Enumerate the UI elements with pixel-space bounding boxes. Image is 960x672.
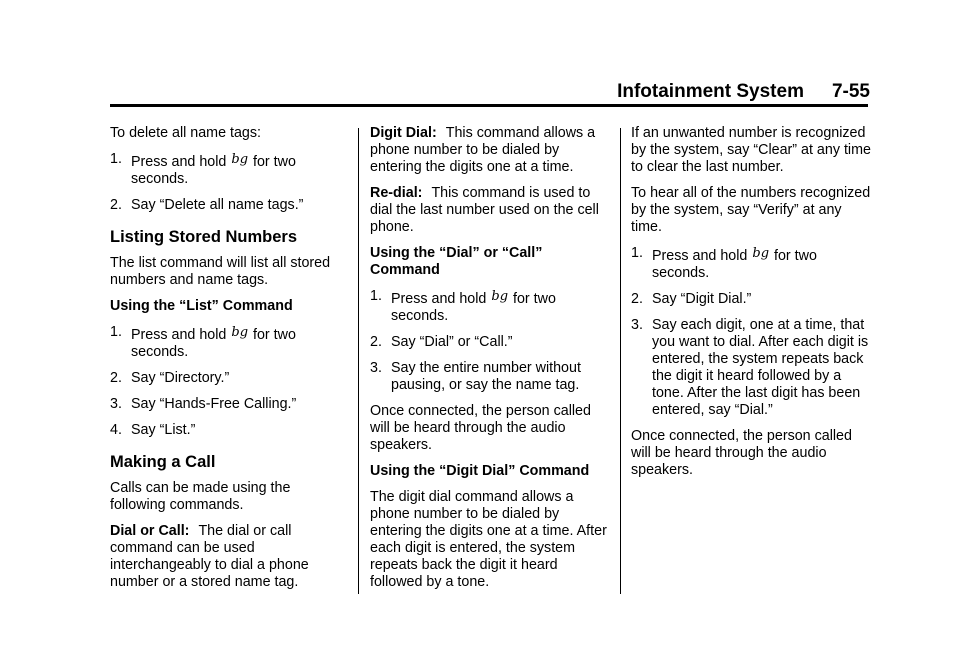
list-item: 4. Say “List.” — [110, 422, 196, 438]
header-rule — [110, 104, 868, 107]
dial-or-call-paragraph: Dial or Call: The dial or call command can be used interchangeably to dial a phone number or a stored name tag. — [110, 523, 309, 590]
push-to-talk-icon: bg — [491, 289, 509, 304]
verify-paragraph: To hear all of the numbers recognized by the system, say “Verify” at any time. — [631, 185, 871, 235]
column-2 — [370, 125, 610, 600]
list-item: 1. Press and hold bg for two seconds. — [370, 288, 556, 324]
section-title: Infotainment System — [617, 81, 804, 102]
page-number: 7-55 — [831, 81, 870, 102]
connected-paragraph: Once connected, the person called will be heard through the audio speakers. — [370, 403, 591, 453]
subheading-using-digit-dial: Using the “Digit Dial” Command — [370, 463, 590, 479]
making-description: Calls can be made using the following commands. — [110, 480, 291, 513]
list-item: 1. Press and hold bg for two seconds. — [631, 245, 817, 281]
list-item: 3. Say the entire number without pausing, or say the name tag. — [370, 360, 581, 393]
subheading-using-dial-call: Using the “Dial” or “Call” Command — [370, 245, 543, 278]
column-3 — [631, 125, 871, 488]
delete-intro: To delete all name tags: — [110, 125, 262, 141]
push-to-talk-icon: bg — [231, 152, 249, 167]
push-to-talk-icon: bg — [752, 246, 770, 261]
list-item: 2. Say “Directory.” — [110, 370, 230, 386]
list-item: 2. Say “Digit Dial.” — [631, 291, 752, 307]
term-digit-dial: Digit Dial: — [370, 125, 437, 141]
list-item: 1. Press and hold bg for two seconds. — [110, 324, 296, 360]
list-item: 2. Say “Delete all name tags.” — [110, 197, 304, 213]
heading-listing-stored-numbers: Listing Stored Numbers — [110, 228, 298, 246]
term-redial: Re-dial: — [370, 185, 423, 201]
digit-command-description: The digit dial command allows a phone number to be dialed by entering the digits one at a time. After each digit is entered, the system repeats back the digit it heard followed by a tone. — [370, 489, 607, 590]
push-to-talk-icon: bg — [231, 325, 249, 340]
column-divider — [620, 128, 621, 594]
redial-paragraph: Re-dial: This command is used to dial the last number used on the cell phone. — [370, 185, 599, 235]
unwanted-number-paragraph: If an unwanted number is recognized by the system, say “Clear” at any time to clear the last number. — [631, 125, 871, 175]
list-item: 1. Press and hold bg for two seconds. — [110, 151, 296, 187]
column-divider — [358, 128, 359, 594]
list-item: 3. Say each digit, one at a time, that you want to dial. After each digit is entered, the system repeats back the digit it heard followed by a tone. After the last digit has been entered, say “Dial.” — [631, 317, 869, 418]
column-1 — [110, 125, 345, 600]
page-header — [110, 79, 870, 107]
connected-paragraph: Once connected, the person called will be heard through the audio speakers. — [631, 428, 852, 478]
heading-making-a-call: Making a Call — [110, 453, 216, 471]
digit-dial-paragraph: Digit Dial: This command allows a phone number to be dialed by entering the digits one at a time. — [370, 125, 596, 175]
listing-description: The list command will list all stored numbers and name tags. — [110, 255, 331, 288]
list-item: 3. Say “Hands-Free Calling.” — [110, 396, 297, 412]
term-dial-or-call: Dial or Call: — [110, 523, 190, 539]
list-item: 2. Say “Dial” or “Call.” — [370, 334, 513, 350]
subheading-using-list: Using the “List” Command — [110, 298, 293, 314]
